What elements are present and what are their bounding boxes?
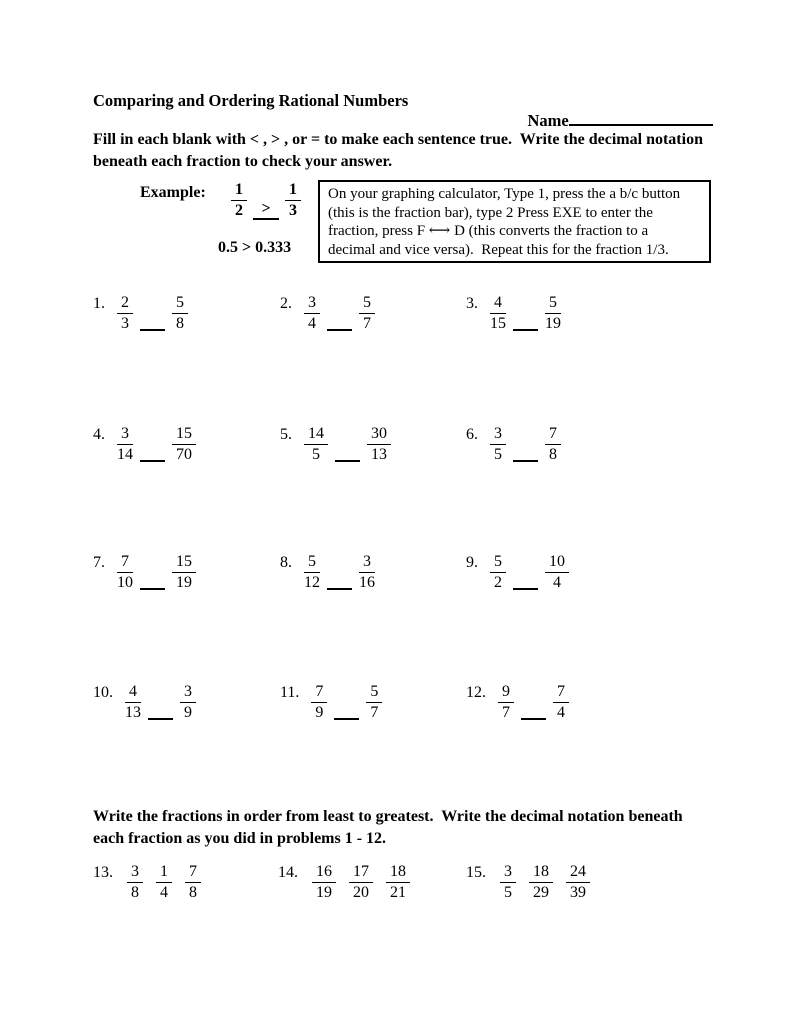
- problem-4: [93, 425, 196, 464]
- fraction-right: $\frac{7}{4}$: [553, 683, 569, 722]
- fraction-left: $\frac{3}{4}$: [304, 294, 320, 333]
- answer-blank[interactable]: [521, 718, 546, 720]
- answer-blank[interactable]: [334, 718, 359, 720]
- problem-number: 3.: [466, 295, 478, 312]
- example-answer-blank: >: [253, 200, 279, 220]
- fraction-2: $\frac{1}{4}$: [156, 863, 172, 902]
- fraction-right: $\frac{3}{16}$: [359, 553, 375, 591]
- problem-number: 2.: [280, 295, 292, 312]
- problem-number: 9.: [466, 554, 478, 571]
- fraction-left: $\frac{4}{15}$: [490, 294, 506, 332]
- page-title: Comparing and Ordering Rational Numbers: [93, 91, 409, 110]
- fraction-3: $\frac{18}{21}$: [386, 863, 410, 902]
- fraction-left: $\frac{14}{5}$: [304, 425, 328, 464]
- answer-blank[interactable]: [335, 460, 360, 462]
- problem-number: 14.: [278, 864, 298, 881]
- fraction-left: $\frac{2}{3}$: [117, 294, 133, 333]
- answer-blank[interactable]: [148, 718, 173, 720]
- problem-8: [280, 553, 375, 592]
- fraction-left: $\frac{9}{7}$: [498, 683, 514, 722]
- problem-number: 5.: [280, 426, 292, 443]
- instructions-top-line1: Fill in each blank with < , > , or = to make each sentence true. Write the decimal notation: [93, 131, 703, 148]
- problem-number: 7.: [93, 554, 105, 571]
- answer-blank[interactable]: [140, 588, 165, 590]
- calc-box-line4: decimal and vice versa). Repeat this for the fraction 1/3.: [328, 241, 669, 258]
- name-label: Name: [527, 111, 569, 130]
- problem-3: [466, 294, 561, 333]
- problem-9: [466, 553, 569, 592]
- problem-15: [466, 863, 590, 902]
- fraction-left: $\frac{3}{14}$: [117, 425, 133, 463]
- problem-6: [466, 425, 561, 464]
- problem-10: [93, 683, 196, 722]
- problem-number: 10.: [93, 684, 113, 701]
- instructions-bottom-line1: Write the fractions in order from least to greatest. Write the decimal notation beneath: [93, 808, 683, 825]
- instructions-top: [93, 129, 703, 173]
- answer-blank[interactable]: [513, 460, 538, 462]
- problem-number: 8.: [280, 554, 292, 571]
- fraction-left: $\frac{7}{10}$: [117, 553, 133, 591]
- fraction-left: $\frac{5}{12}$: [304, 553, 320, 591]
- problem-1: [93, 294, 188, 333]
- problem-number: 4.: [93, 426, 105, 443]
- fraction-right: $\frac{5}{8}$: [172, 294, 188, 333]
- answer-blank[interactable]: [140, 329, 165, 331]
- fraction-2: $\frac{17}{20}$: [349, 863, 373, 902]
- problem-number: 11.: [280, 684, 300, 701]
- problem-number: 15.: [466, 864, 486, 881]
- fraction-right: $\frac{15}{19}$: [172, 553, 196, 592]
- fraction-3: $\frac{24}{39}$: [566, 863, 590, 902]
- fraction-1: $\frac{3}{5}$: [500, 863, 516, 902]
- problem-2: [280, 294, 375, 333]
- instructions-top-line2: beneath each fraction to check your answer.: [93, 153, 393, 170]
- problem-number: 6.: [466, 426, 478, 443]
- example-fraction-2: $\frac{1}{3}$: [285, 181, 301, 220]
- example-fraction-1: $\frac{1}{2}$: [231, 181, 247, 220]
- fraction-1: $\frac{3}{8}$: [127, 863, 143, 902]
- answer-blank[interactable]: [513, 588, 538, 590]
- problem-14: [278, 863, 410, 902]
- problem-13: [93, 863, 201, 902]
- calc-box-line3: fraction, press F ⟷ D (this converts the fraction to a: [328, 223, 649, 239]
- calc-box-line2: (this is the fraction bar), type 2 Press EXE to enter the: [328, 204, 653, 221]
- answer-blank[interactable]: [327, 588, 352, 590]
- example-comparison: [231, 181, 301, 220]
- fraction-right: $\frac{5}{19}$: [545, 294, 561, 332]
- instructions-bottom-line2: each fraction as you did in problems 1 - 12.: [93, 830, 387, 847]
- fraction-left: $\frac{5}{2}$: [490, 553, 506, 592]
- example-decimal-check: 0.5 > 0.333: [218, 239, 292, 256]
- fraction-right: $\frac{30}{13}$: [367, 425, 391, 464]
- fraction-right: $\frac{10}{4}$: [545, 553, 569, 592]
- answer-blank[interactable]: [140, 460, 165, 462]
- fraction-left: $\frac{3}{5}$: [490, 425, 506, 464]
- calculator-instruction-box: [318, 180, 711, 263]
- problem-5: [280, 425, 391, 464]
- fraction-1: $\frac{16}{19}$: [312, 863, 336, 902]
- fraction-right: $\frac{3}{9}$: [180, 683, 196, 722]
- fraction-left: $\frac{7}{9}$: [311, 683, 327, 722]
- example-label: Example:: [140, 184, 206, 201]
- problem-number: 12.: [466, 684, 486, 701]
- fraction-right: $\frac{5}{7}$: [366, 683, 382, 722]
- calc-box-line1: On your graphing calculator, Type 1, press the a b/c button: [328, 186, 681, 202]
- fraction-right: $\frac{15}{70}$: [172, 425, 196, 464]
- fraction-3: $\frac{7}{8}$: [185, 863, 201, 902]
- fraction-2: $\frac{18}{29}$: [529, 863, 553, 902]
- answer-blank[interactable]: [327, 329, 352, 331]
- problem-number: 1.: [93, 295, 105, 312]
- fraction-left: $\frac{4}{13}$: [125, 683, 141, 721]
- problem-7: [93, 553, 196, 592]
- problem-number: 13.: [93, 864, 113, 881]
- fraction-right: $\frac{7}{8}$: [545, 425, 561, 464]
- answer-blank[interactable]: [513, 329, 538, 331]
- name-blank-line[interactable]: [569, 122, 713, 126]
- instructions-bottom: [93, 806, 683, 850]
- problem-11: [280, 683, 382, 722]
- problem-12: [466, 683, 569, 722]
- fraction-right: $\frac{5}{7}$: [359, 294, 375, 333]
